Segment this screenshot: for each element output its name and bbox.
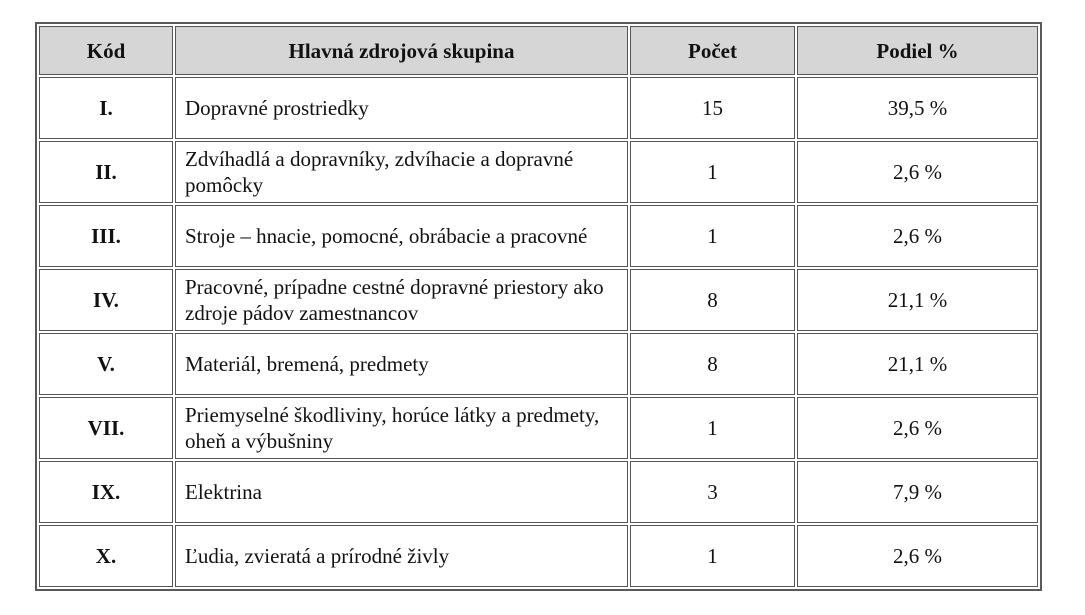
row-share: 2,6 %: [797, 141, 1038, 203]
row-count: 1: [630, 397, 795, 459]
row-code: IX.: [39, 461, 173, 523]
table-row: [39, 461, 1038, 523]
row-count: 1: [630, 141, 795, 203]
source-groups-table-frame: [35, 22, 1042, 591]
row-code: IV.: [39, 269, 173, 331]
header-share: Podiel %: [797, 26, 1038, 75]
row-group: Priemyselné škodliviny, horúce látky a predmety, oheň a výbušniny: [175, 397, 628, 459]
row-share: 2,6 %: [797, 397, 1038, 459]
row-count: 15: [630, 77, 795, 139]
row-group: Ľudia, zvieratá a prírodné živly: [175, 525, 628, 587]
row-group: Pracovné, prípadne cestné dopravné priestory ako zdroje pádov zamestnancov: [175, 269, 628, 331]
row-group: Zdvíhadlá a dopravníky, zdvíhacie a dopravné pomôcky: [175, 141, 628, 203]
row-share: 2,6 %: [797, 205, 1038, 267]
table-header: [39, 26, 1038, 75]
table-row: [39, 333, 1038, 395]
header-code: Kód: [39, 26, 173, 75]
row-share: 21,1 %: [797, 333, 1038, 395]
row-code: I.: [39, 77, 173, 139]
row-share: 39,5 %: [797, 77, 1038, 139]
row-count: 3: [630, 461, 795, 523]
header-count: Počet: [630, 26, 795, 75]
row-group: Dopravné prostriedky: [175, 77, 628, 139]
row-count: 1: [630, 525, 795, 587]
row-code: III.: [39, 205, 173, 267]
table-row: [39, 77, 1038, 139]
row-code: VII.: [39, 397, 173, 459]
header-group: Hlavná zdrojová skupina: [175, 26, 628, 75]
row-count: 8: [630, 269, 795, 331]
table-row: [39, 205, 1038, 267]
row-group: Elektrina: [175, 461, 628, 523]
table-row: [39, 141, 1038, 203]
row-code: II.: [39, 141, 173, 203]
table-row: [39, 269, 1038, 331]
table-row: [39, 397, 1038, 459]
row-count: 1: [630, 205, 795, 267]
row-share: 2,6 %: [797, 525, 1038, 587]
row-count: 8: [630, 333, 795, 395]
row-code: X.: [39, 525, 173, 587]
row-share: 21,1 %: [797, 269, 1038, 331]
header-row: [39, 26, 1038, 75]
table-body: [39, 77, 1038, 587]
table-row: [39, 525, 1038, 587]
row-group: Materiál, bremená, predmety: [175, 333, 628, 395]
row-code: V.: [39, 333, 173, 395]
row-group: Stroje – hnacie, pomocné, obrábacie a pracovné: [175, 205, 628, 267]
source-groups-table: [37, 24, 1040, 589]
row-share: 7,9 %: [797, 461, 1038, 523]
